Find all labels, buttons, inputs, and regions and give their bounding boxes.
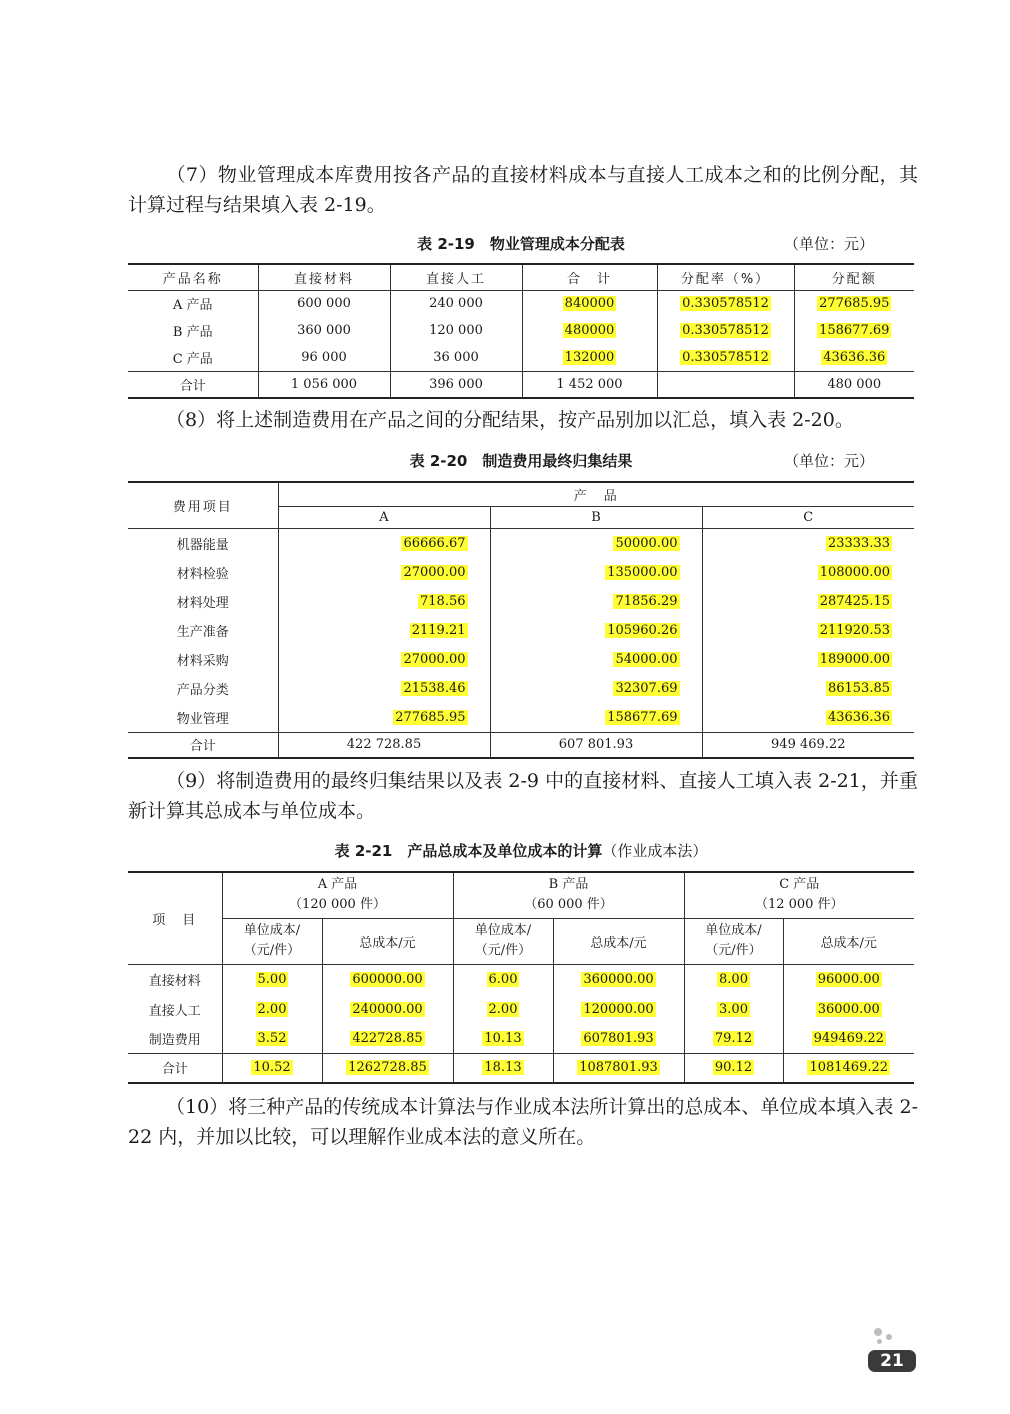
cell-item: 直接材料 — [148, 974, 201, 990]
table-2-19-caption-row — [128, 231, 914, 257]
cell-cost-item: 机器能量 — [176, 537, 229, 553]
cell-a: 718.56 — [420, 594, 466, 609]
table-row — [128, 645, 914, 674]
cell-b: 54000.00 — [615, 652, 678, 667]
cell-product: B 产品 — [172, 325, 213, 340]
product-b-qty: （60 000 件） — [524, 897, 613, 913]
product-a-qty: （120 000 件） — [289, 897, 386, 913]
table-row — [128, 703, 914, 732]
total-label: 合计 — [161, 1062, 188, 1078]
table-row — [128, 344, 914, 371]
table-2-19 — [128, 263, 914, 399]
total-material: 1 056 000 — [258, 371, 390, 398]
cell-product: C 产品 — [172, 351, 213, 367]
cell-rate: 0.330578512 — [682, 296, 769, 312]
unit-cost-unit: （元/件） — [474, 943, 532, 958]
header-total-cost-a: 总成本/元 — [322, 918, 453, 964]
table-row — [128, 1024, 914, 1053]
cell-unit-a: 2.00 — [257, 1002, 287, 1017]
table-2-21-caption — [128, 838, 914, 864]
cell-cost-item: 产品分类 — [176, 683, 229, 698]
page-number: 21 — [868, 1350, 916, 1372]
header-unit-cost-a — [222, 918, 322, 964]
header-product-b: B — [490, 506, 702, 528]
table-2-21 — [128, 871, 914, 1084]
header-unit-cost-c — [684, 918, 783, 964]
cell-a: 66666.67 — [403, 535, 466, 551]
total-total-c: 1081469.22 — [809, 1060, 889, 1076]
paragraph-7 — [128, 160, 918, 220]
total-sum: 1 452 000 — [522, 371, 657, 398]
cell-material: 600 000 — [258, 290, 390, 317]
table-2-20-caption-row — [128, 448, 914, 474]
total-total-a: 1262728.85 — [348, 1060, 427, 1076]
table-2-21-caption-row — [128, 838, 914, 864]
cell-c: 287425.15 — [819, 594, 890, 609]
table-2-19-caption: 表 2-19 物业管理成本分配表 — [417, 235, 625, 253]
cell-material: 96 000 — [258, 344, 390, 371]
cell-unit-c: 8.00 — [719, 972, 748, 988]
cell-b: 32307.69 — [615, 681, 678, 696]
table-total-row — [128, 1053, 914, 1083]
cell-b: 105960.26 — [607, 623, 678, 638]
table-2-19-unit: （单位：元） — [783, 235, 874, 253]
total-unit-a: 10.52 — [253, 1060, 291, 1076]
cell-cost-item: 材料处理 — [176, 596, 229, 611]
table-2-20-unit: （单位：元） — [783, 452, 874, 470]
cell-c: 86153.85 — [827, 681, 890, 696]
table-row — [128, 964, 914, 995]
cell-total-b: 120000.00 — [583, 1002, 654, 1017]
cell-material: 360 000 — [258, 317, 390, 344]
header-allocation-rate: 分配率（%） — [657, 264, 794, 290]
cell-total-c: 36000.00 — [817, 1002, 880, 1017]
cell-total-c: 949469.22 — [813, 1030, 884, 1046]
cell-a: 21538.46 — [403, 681, 466, 696]
unit-cost-label: 单位成本/ — [705, 923, 762, 938]
cell-unit-b: 6.00 — [488, 972, 518, 988]
cell-product: A 产品 — [172, 298, 213, 314]
header-direct-labor: 直接人工 — [390, 264, 522, 290]
table-row — [128, 674, 914, 703]
table-2-20-caption: 表 2-20 制造费用最终归集结果 — [409, 452, 633, 470]
cell-labor: 240 000 — [390, 290, 522, 317]
table-2-21-caption-title: 表 2-21 产品总成本及单位成本的计算 — [334, 842, 603, 860]
header-product: 产 品 — [278, 482, 914, 506]
cell-unit-b: 10.13 — [484, 1030, 522, 1046]
cell-total-b: 607801.93 — [583, 1030, 654, 1046]
cell-unit-c: 3.00 — [719, 1002, 748, 1017]
cell-total-a: 422728.85 — [352, 1030, 423, 1046]
product-c-qty: （12 000 件） — [754, 897, 844, 913]
cell-cost-item: 物业管理 — [176, 711, 229, 727]
header-product-a: A — [278, 506, 490, 528]
cell-b: 135000.00 — [607, 565, 678, 580]
header-cost-item: 费用项目 — [128, 482, 278, 528]
paragraph-10 — [128, 1092, 918, 1152]
header-item: 项 目 — [128, 872, 222, 964]
table-row — [128, 587, 914, 616]
decorative-dot — [874, 1328, 882, 1336]
cell-a: 27000.00 — [403, 652, 466, 667]
cell-c: 108000.00 — [819, 565, 890, 580]
table-row — [128, 528, 914, 558]
header-total: 合 计 — [522, 264, 657, 290]
cell-sum: 840000 — [564, 296, 615, 312]
cell-a: 277685.95 — [395, 709, 466, 725]
cell-unit-a: 3.52 — [257, 1030, 287, 1046]
total-amount: 480 000 — [794, 371, 914, 398]
cell-total-a: 240000.00 — [352, 1002, 423, 1017]
table-row — [128, 616, 914, 645]
table-row — [128, 317, 914, 344]
total-rate — [657, 371, 794, 398]
cell-labor: 120 000 — [390, 317, 522, 344]
cell-rate: 0.330578512 — [682, 349, 769, 365]
table-row — [128, 995, 914, 1024]
cell-c: 189000.00 — [819, 652, 890, 667]
table-row — [128, 558, 914, 587]
table-header-row — [128, 872, 914, 918]
unit-cost-label: 单位成本/ — [474, 923, 532, 938]
table-header-row — [128, 264, 914, 290]
cell-item: 制造费用 — [148, 1032, 201, 1048]
header-direct-material: 直接材料 — [258, 264, 390, 290]
total-label: 合计 — [189, 739, 216, 755]
header-total-cost-c: 总成本/元 — [783, 918, 914, 964]
decorative-dot — [886, 1334, 892, 1340]
cell-item: 直接人工 — [148, 1004, 201, 1019]
cell-a: 2119.21 — [411, 623, 466, 638]
header-product-name: 产品名称 — [162, 271, 223, 287]
unit-cost-label: 单位成本/ — [243, 923, 301, 938]
cell-amount: 43636.36 — [823, 349, 886, 365]
header-product-a — [222, 872, 453, 918]
cell-total-c: 96000.00 — [817, 972, 880, 988]
total-label: 合计 — [179, 378, 206, 394]
header-allocation-amount: 分配额 — [794, 264, 914, 290]
paragraph-10-text: （10）将三种产品的传统成本计算法与作业成本法所计算出的总成本、单位成本填入表 2-22 内，并加以比较，可以理解作业成本法的意义所在。 — [128, 1096, 918, 1148]
table-header-row — [128, 482, 914, 506]
table-2-21-caption-note: （作业成本法） — [602, 842, 708, 860]
paragraph-8-text: （8）将上述制造费用在产品之间的分配结果，按产品别加以汇总，填入表 2-20。 — [166, 409, 854, 431]
cell-sum: 132000 — [564, 349, 615, 365]
cell-b: 71856.29 — [615, 594, 678, 609]
cell-total-b: 360000.00 — [583, 972, 654, 988]
paragraph-9-text: （9）将制造费用的最终归集结果以及表 2-9 中的直接材料、直接人工填入表 2-21，并重新计算其总成本与单位成本。 — [128, 770, 918, 822]
header-product-c — [684, 872, 914, 918]
cell-unit-a: 5.00 — [257, 972, 287, 988]
total-b: 607 801.93 — [490, 732, 702, 758]
unit-cost-unit: （元/件） — [243, 943, 301, 958]
header-unit-cost-b — [453, 918, 553, 964]
total-unit-b: 18.13 — [484, 1060, 522, 1076]
cell-c: 211920.53 — [819, 623, 890, 638]
table-subheader-row — [128, 918, 914, 964]
header-total-cost-b: 总成本/元 — [553, 918, 684, 964]
cell-b: 50000.00 — [615, 535, 678, 551]
decorative-dot — [877, 1339, 882, 1344]
cell-total-a: 600000.00 — [352, 972, 423, 988]
total-unit-c: 90.12 — [714, 1060, 753, 1076]
cell-cost-item: 材料检验 — [176, 567, 229, 582]
cell-c: 43636.36 — [827, 709, 890, 725]
unit-cost-unit: （元/件） — [705, 943, 762, 958]
cell-sum: 480000 — [564, 323, 615, 338]
cell-c: 23333.33 — [827, 535, 890, 551]
header-product-c: C — [702, 506, 914, 528]
total-c: 949 469.22 — [702, 732, 914, 758]
table-total-row — [128, 732, 914, 758]
table-2-20 — [128, 481, 914, 759]
paragraph-8 — [128, 405, 918, 435]
cell-a: 27000.00 — [403, 565, 466, 580]
total-a: 422 728.85 — [278, 732, 490, 758]
cell-unit-c: 79.12 — [714, 1030, 753, 1046]
cell-amount: 158677.69 — [819, 323, 890, 338]
cell-cost-item: 材料采购 — [176, 654, 229, 669]
product-b-name: B 产品 — [548, 877, 589, 893]
cell-amount: 277685.95 — [819, 296, 890, 312]
paragraph-7-text: （7）物业管理成本库费用按各产品的直接材料成本与直接人工成本之和的比例分配，其计算过程与结果填入表 2-19。 — [128, 164, 918, 216]
product-a-name: A 产品 — [317, 877, 358, 893]
paragraph-9 — [128, 766, 918, 826]
total-total-b: 1087801.93 — [579, 1060, 658, 1076]
cell-cost-item: 生产准备 — [176, 625, 229, 640]
cell-unit-b: 2.00 — [488, 1002, 518, 1017]
total-labor: 396 000 — [390, 371, 522, 398]
cell-rate: 0.330578512 — [682, 323, 769, 338]
header-product-b — [453, 872, 684, 918]
product-c-name: C 产品 — [779, 877, 820, 893]
table-total-row — [128, 371, 914, 398]
cell-labor: 36 000 — [390, 344, 522, 371]
table-row — [128, 290, 914, 317]
cell-b: 158677.69 — [607, 709, 678, 725]
